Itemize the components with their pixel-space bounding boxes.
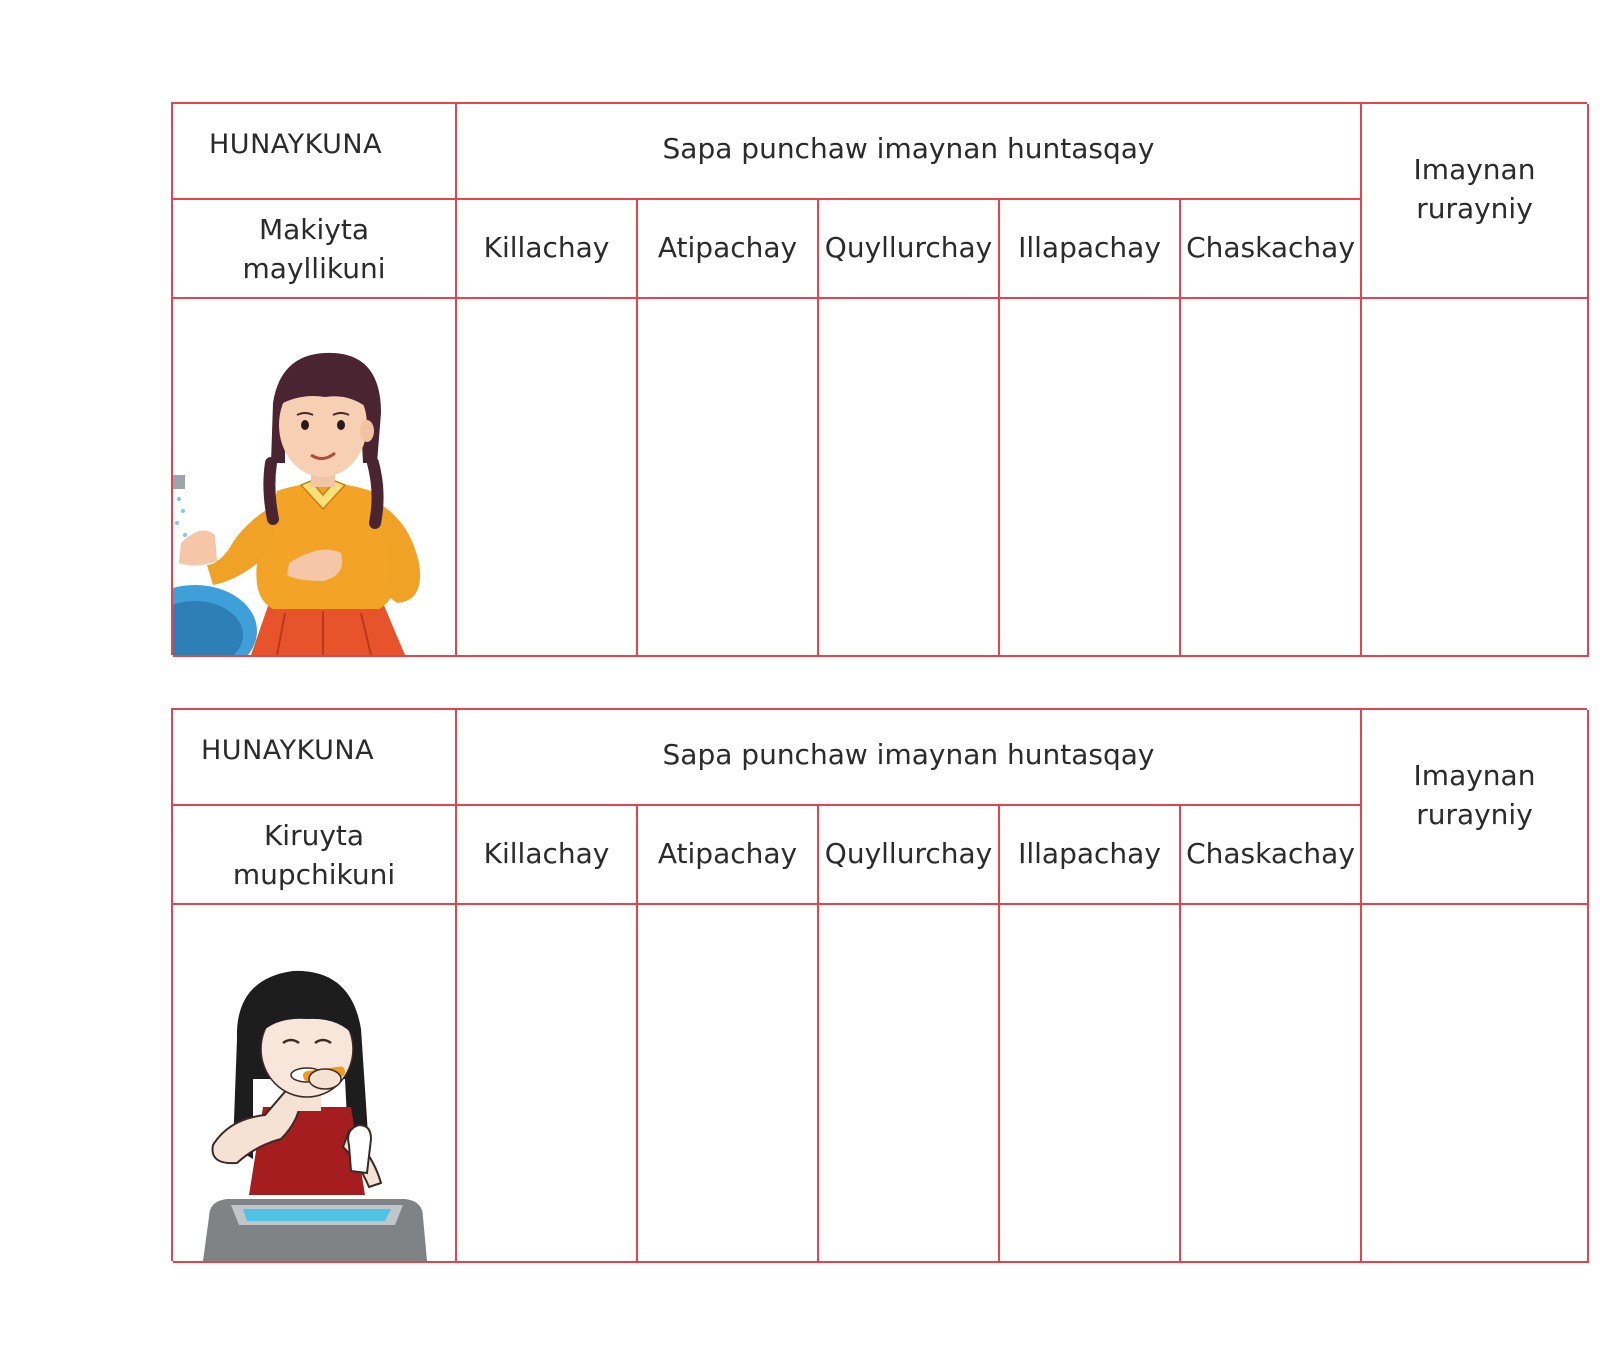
day-checkbox-cell-1[interactable] <box>457 299 638 657</box>
activity-column-heading: HUNAYKUNA <box>173 104 457 200</box>
girl-washing-hands-icon <box>173 313 455 655</box>
habit-tracker-table-handwashing <box>171 102 1587 655</box>
result-cell[interactable] <box>1362 299 1589 657</box>
activity-column-heading: HUNAYKUNA <box>173 710 457 806</box>
activity-name-line-1: Kiruyta <box>263 818 365 852</box>
day-header-3: Quyllurchay <box>819 200 1000 299</box>
result-heading-line-1: Imaynan <box>1413 152 1536 186</box>
day-header-3: Quyllurchay <box>819 806 1000 905</box>
day-checkbox-cell-5[interactable] <box>1181 905 1362 1263</box>
daily-tracking-heading: Sapa punchaw imaynan huntasqay <box>457 710 1362 806</box>
activity-illustration-cell <box>173 905 457 1263</box>
result-heading-line-2: rurayniy <box>1416 191 1533 225</box>
habit-tracker-table-toothbrushing <box>171 708 1587 1261</box>
day-checkbox-cell-4[interactable] <box>1000 905 1181 1263</box>
day-checkbox-cell-2[interactable] <box>638 299 819 657</box>
result-cell[interactable] <box>1362 905 1589 1263</box>
activity-name-line-2: mupchikuni <box>232 857 396 891</box>
day-header-4: Illapachay <box>1000 806 1181 905</box>
day-header-4: Illapachay <box>1000 200 1181 299</box>
day-header-5: Chaskachay <box>1181 200 1362 299</box>
activity-illustration-cell <box>173 299 457 657</box>
day-header-2: Atipachay <box>638 200 819 299</box>
girl-brushing-teeth-icon <box>173 919 455 1261</box>
day-checkbox-cell-4[interactable] <box>1000 299 1181 657</box>
activity-name-cell <box>173 200 457 299</box>
day-header-1: Killachay <box>457 200 638 299</box>
day-header-2: Atipachay <box>638 806 819 905</box>
day-checkbox-cell-5[interactable] <box>1181 299 1362 657</box>
activity-name-line-2: mayllikuni <box>242 251 386 285</box>
activity-name-cell <box>173 806 457 905</box>
day-checkbox-cell-3[interactable] <box>819 905 1000 1263</box>
daily-tracking-heading: Sapa punchaw imaynan huntasqay <box>457 104 1362 200</box>
activity-name-line-1: Makiyta <box>258 212 370 246</box>
result-heading-line-2: rurayniy <box>1416 797 1533 831</box>
result-column-heading <box>1362 104 1589 299</box>
day-checkbox-cell-3[interactable] <box>819 299 1000 657</box>
day-checkbox-cell-1[interactable] <box>457 905 638 1263</box>
day-header-1: Killachay <box>457 806 638 905</box>
result-heading-line-1: Imaynan <box>1413 758 1536 792</box>
day-header-5: Chaskachay <box>1181 806 1362 905</box>
result-column-heading <box>1362 710 1589 905</box>
day-checkbox-cell-2[interactable] <box>638 905 819 1263</box>
